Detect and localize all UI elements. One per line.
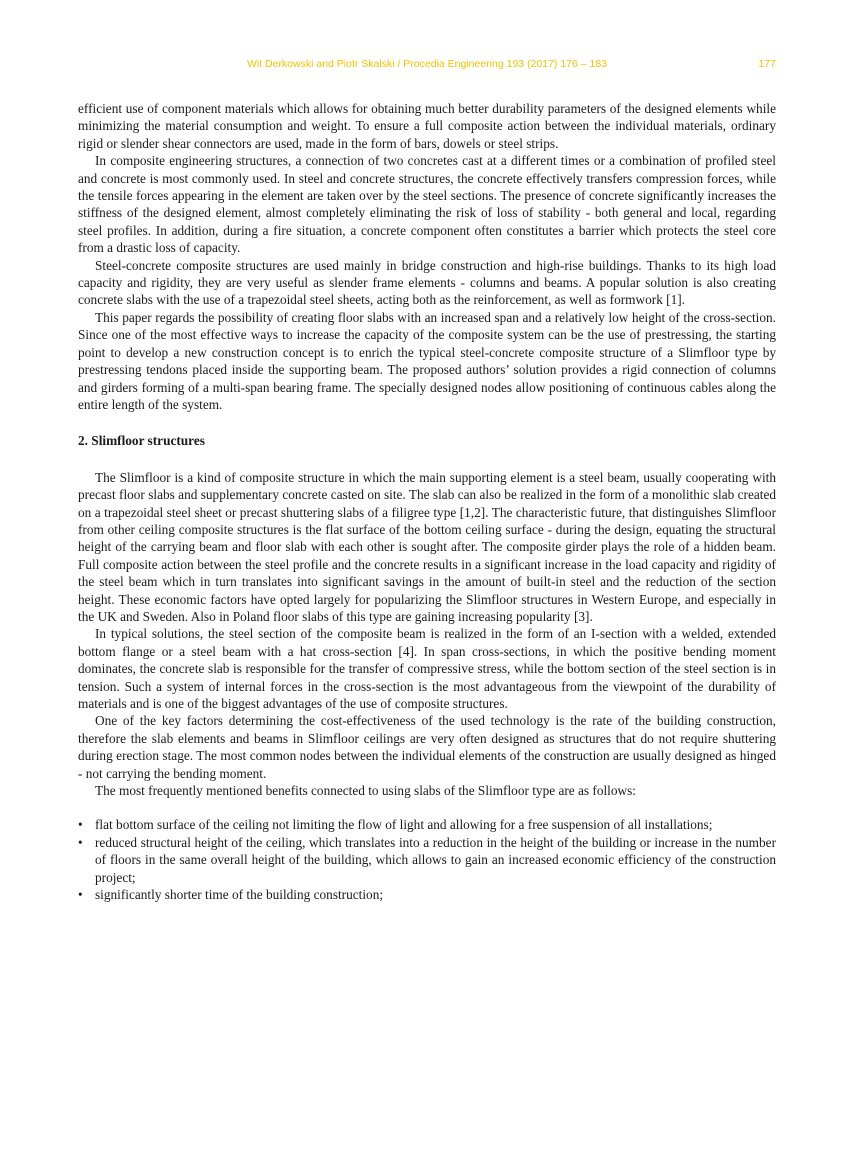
paragraph-composite-structures: In composite engineering structures, a connection of two concretes cast at a different times or a combination of profiled steel and concrete is most commonly used. In steel and concrete structures, the concrete effectively transfers compression forces, while the tensile forces appearing in the element are taken over by the steel sections. The presence of concrete significantly increases the stiffness of the designed element, almost completely eliminating the risk of loss of stability - both general and local, regarding steel profiles. In addition, during a fire situation, a concrete component often constitutes a barrier which protects the steel core from a drastic loss of capacity.	[78, 153, 776, 256]
running-header	[78, 58, 776, 74]
paragraph-paper-scope: This paper regards the possibility of creating floor slabs with an increased span and a relatively low height of the cross-section. Since one of the most effective ways to increase the capacity of the composite system can be the use of prestressing, the starting point to develop a new construction concept is to enrich the typical steel-concrete composite structure of a Slimfloor type by prestressing tendons placed inside the supporting beam. The proposed authors’ solution provides a rigid connection of columns and girders forming of a multi-span bearing frame. The specially designed nodes allow positioning of continuous cables along the entire length of the system.	[78, 309, 776, 412]
paragraph-typical-solutions: In typical solutions, the steel section of the composite beam is realized in the form of an I-section with a welded, extended bottom flange or a steel beam with a hat cross-section [4]. In span cross-sections, in which the positive bending moment dominates, the concrete slab is responsible for the transfer of compressive stress, while the bottom section of the steel section is in tension. Such a system of internal forces in the cross-section is the most advantageous from the viewpoint of the durability of materials and is one of the biggest advantages of the use of composite structures.	[78, 626, 776, 711]
paragraph-slimfloor-definition: The Slimfloor is a kind of composite structure in which the main supporting element is a steel beam, usually cooperating with precast floor slabs and supplementary concrete casted on site. The slab can also be realized in the form of a monolithic slab created on a trapezoidal steel sheet or precast shuttering slabs of a filigree type [1,2]. The characteristic future, that distinguishes Slimfloor from other ceiling composite structures is the flat surface of the bottom ceiling surface - during the design, equating the structural height of the carrying beam and floor slab with each other is sought after. The composite girder plays the role of a hidden beam. Full composite action between the steel profile and the concrete results in a significant increase in the load capacity and rigidity of the steel beam which in turn translates into significant savings in the amount of built-in steel and the reduction of the section height. These economic factors have opted largely for popularizing the Slimfloor structures in Western Europe, and especially in the UK and Sweden. Also in Poland floor slabs of this type are gaining increasing popularity [3].	[78, 469, 776, 624]
paragraph-continued: efficient use of component materials which allows for obtaining much better durability parameters of the designed elements while minimizing the material consumption and weight. To ensure a full composite action between the individual materials, ordinary rigid or slender shear connectors are used, made in the form of bars, dowels or steel strips.	[78, 101, 776, 151]
paragraph-cost-effectiveness: One of the key factors determining the cost-effectiveness of the used technology is the rate of the building construction, therefore the slab elements and beams in Slimfloor ceilings are very often designed as structures that do not require shuttering during erection stage. The most common nodes between the individual elements of the construction are usually designed as hinged - not carrying the bending moment.	[78, 713, 776, 781]
list-item	[78, 834, 776, 886]
section-heading-slimfloor: 2. Slimfloor structures	[78, 433, 205, 449]
benefits-list	[78, 816, 776, 903]
bullet-icon: •	[78, 817, 83, 833]
list-item	[78, 816, 776, 833]
paragraph-benefits-intro: The most frequently mentioned benefits connected to using slabs of the Slimfloor type are as follows:	[95, 783, 636, 799]
bullet-icon: •	[78, 887, 83, 903]
article-body	[78, 100, 776, 903]
benefit-text: reduced structural height of the ceiling, which translates into a reduction in the height of the building or increase in the number of floors in the same overall height of the building, which allows to gain an increased economic efficiency of the construction project;	[95, 834, 776, 885]
list-item	[78, 886, 776, 903]
paragraph-steel-concrete: Steel-concrete composite structures are used mainly in bridge construction and high-rise buildings. Thanks to its high load capacity and rigidity, they are very useful as slender frame elements - columns and beams. A popular solution is also creating concrete slabs with the use of a trapezoidal steel sheets, acting both as the reinforcement, as well as formwork [1].	[78, 257, 776, 308]
journal-citation: Wit Derkowski and Piotr Skalski / Procedia Engineering 193 (2017) 176 – 183	[246, 58, 608, 70]
bullet-icon: •	[78, 834, 83, 850]
benefit-text: significantly shorter time of the building construction;	[95, 887, 384, 903]
page-number: 177	[758, 58, 776, 70]
benefit-text: flat bottom surface of the ceiling not limiting the flow of light and allowing for a free suspension of all installations;	[95, 817, 713, 833]
